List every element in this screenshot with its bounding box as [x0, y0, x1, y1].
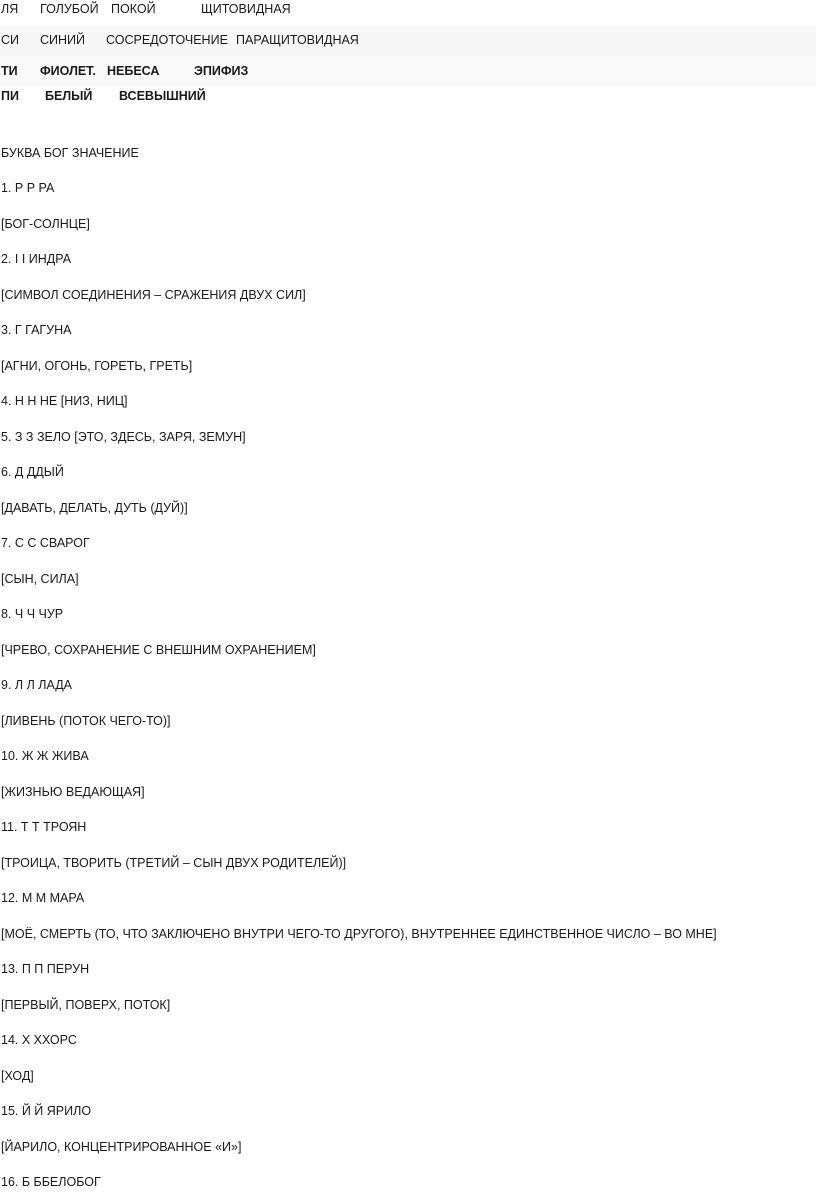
list-item: 11. Т Т ТРОЯН [1, 820, 87, 834]
table-cell-color: ГОЛУБОЙ [40, 2, 99, 16]
list-item: 15. Й Й ЯРИЛО [1, 1104, 92, 1118]
list-item: 5. З З ЗЕЛО [ЭТО, ЗДЕСЬ, ЗАРЯ, ЗЕМУН] [1, 430, 246, 444]
table-cell-note: СИ [1, 33, 20, 47]
table-cell-note: ТИ [1, 64, 18, 78]
table-cell-state: СОСРЕДОТОЧЕНИЕ [106, 33, 228, 47]
list-item: [БОГ-СОЛНЦЕ] [1, 217, 90, 231]
list-item: [ЛИВЕНЬ (ПОТОК ЧЕГО-ТО)] [1, 714, 171, 728]
table-cell-color: СИНИЙ [40, 33, 86, 47]
list-item: 1. Р Р РА [1, 181, 55, 195]
list-item: 3. Г ГАГУНА [1, 323, 72, 337]
list-item: 2. І І ИНДРА [1, 252, 72, 266]
list-item: 6. Д ДДЫЙ [1, 465, 64, 479]
list-item: 7. С С СВАРОГ [1, 536, 90, 550]
list-item: [СИМВОЛ СОЕДИНЕНИЯ – СРАЖЕНИЯ ДВУХ СИЛ] [1, 288, 306, 302]
list-item: 13. П П ПЕРУН [1, 962, 90, 976]
table-cell-gland: ЭПИФИЗ [194, 64, 249, 78]
list-item: [МОЁ, СМЕРТЬ (ТО, ЧТО ЗАКЛЮЧЕНО ВНУТРИ ЧЕГО-ТО ДРУГОГО), ВНУТРЕННЕЕ ЕДИНСТВЕННОЕ ЧИСЛО – ВО МНЕ] [1, 927, 717, 941]
list-item: [ПЕРВЫЙ, ПОВЕРХ, ПОТОК] [1, 998, 171, 1012]
list-item: [ЖИЗНЬЮ ВЕДАЮЩАЯ] [1, 785, 145, 799]
list-item: 8. Ч Ч ЧУР [1, 607, 64, 621]
list-item: [ЧРЕВО, СОХРАНЕНИЕ С ВНЕШНИМ ОХРАНЕНИЕМ] [1, 643, 316, 657]
list-header: БУКВА БОГ ЗНАЧЕНИЕ [1, 146, 139, 160]
list-item: [ЙАРИЛО, КОНЦЕНТРИРОВАННОЕ «И»] [1, 1140, 242, 1154]
list-item: 14. Х ХХОРС [1, 1033, 77, 1047]
list-item: 16. Б ББЕЛОБОГ [1, 1175, 101, 1189]
list-item: [ХОД] [1, 1069, 34, 1083]
table-cell-note: ПИ [1, 89, 19, 103]
table-cell-color: БЕЛЫЙ [45, 89, 93, 103]
table-cell-gland: ЩИТОВИДНАЯ [201, 2, 291, 16]
list-item: 4. Н Н НЕ [НИЗ, НИЦ] [1, 394, 128, 408]
list-item: [ДАВАТЬ, ДЕЛАТЬ, ДУТЬ (ДУЙ)] [1, 501, 188, 515]
list-item: 9. Л Л ЛАДА [1, 678, 73, 692]
list-item: 10. Ж Ж ЖИВА [1, 749, 89, 763]
table-cell-state: ПОКОЙ [111, 2, 156, 16]
list-item: [АГНИ, ОГОНЬ, ГОРЕТЬ, ГРЕТЬ] [1, 359, 193, 373]
list-item: [ТРОИЦА, ТВОРИТЬ (ТРЕТИЙ – СЫН ДВУХ РОДИТЕЛЕЙ)] [1, 856, 347, 870]
table-cell-note: ЛЯ [1, 2, 19, 16]
list-item: 12. М М МАРА [1, 891, 85, 905]
table-cell-state: НЕБЕСА [107, 64, 160, 78]
table-cell-state: ВСЕВЫШНИЙ [119, 89, 206, 103]
list-item: [СЫН, СИЛА] [1, 572, 79, 586]
table-cell-color: ФИОЛЕТ. [40, 64, 96, 78]
table-cell-gland: ПАРАЩИТОВИДНАЯ [236, 33, 359, 47]
